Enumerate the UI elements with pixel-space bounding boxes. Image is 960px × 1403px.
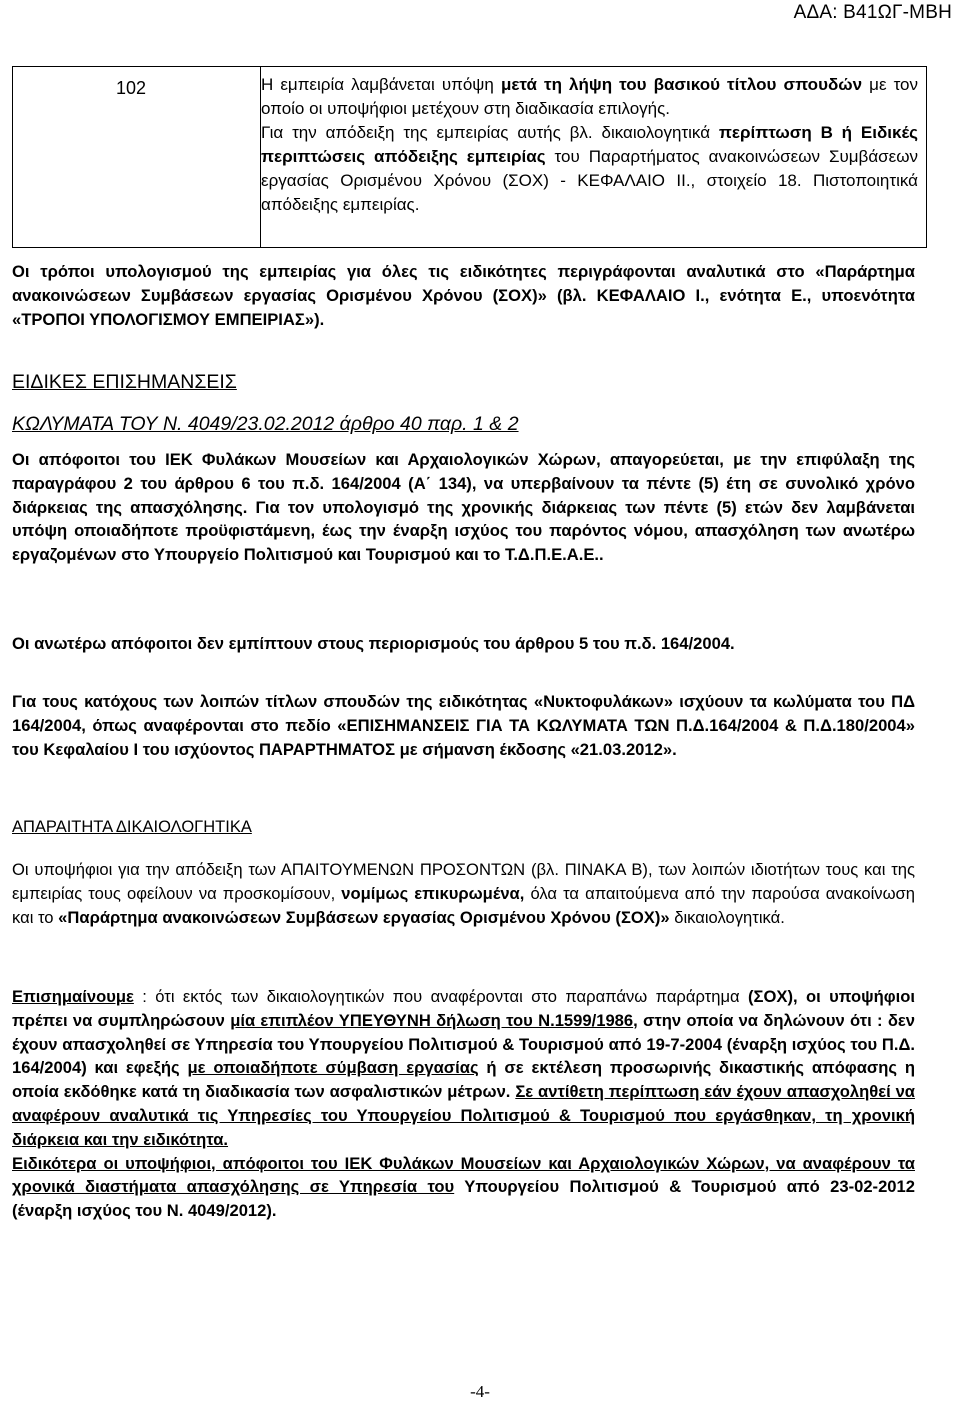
table-paragraph-1: Η εμπειρία λαμβάνεται υπόψη μετά τη λήψη του βασικού τίτλου σπουδών με τον οποίο οι υποψήφιοι μετέχουν στη διαδικασία επιλογής. — [261, 75, 919, 118]
required-docs-title: ΑΠΑΡΑΙΤΗΤΑ ΔΙΚΑΙΟΛΟΓΗΤΙΚΑ — [12, 818, 252, 836]
notice-paragraph: Επισημαίνουμε : ότι εκτός των δικαιολογητικών που αναφέρονται στο παραπάνω παράρτημα (ΣΟΧ), οι υποψήφιοι πρέπει να συμπληρώσουν μία επιπλέον ΥΠΕΥΘΥΝΗ δήλωση του Ν.1599/1986, στην οποία να δηλώνουν ότι : δεν έχουν απασχοληθεί σε Υπηρεσία του Υπουργείου Πολιτισμού & Τουρισμού από 19-7-2004 (έναρξη ισχύος του Π.Δ. 164/2004) και εφεξής με οποιαδήποτε σύμβαση εργασίας ή σε εκτέλεση προσωρινής δικαστικής απόφασης η οποία εκδόθηκε κατά τη διαδικασία των ασφαλιστικών μέτρων. Σε αντίθετη περίπτωση εάν έχουν απασχοληθεί να αναφέρουν αναλυτικά τις Υπηρεσίες του Υπουργείου Πολιτισμού & Τουρισμού που εργάσθηκαν, τη χρονική διάρκεια και την ειδικότητα. Ειδικότερα οι υποψήφιοι, απόφοιτοι του ΙΕΚ Φυλάκων Μουσείων και Αρχαιολογικών Χώρων, να αναφέρουν τα χρονικά διαστήματα απασχόλησης σε Υπηρεσία του Υπουργείου Πολιτισμού & Τουρισμού από 23-02-2012 (έναρξη ισχύος του Ν. 4049/2012). — [12, 987, 916, 1221]
experience-table — [12, 66, 927, 248]
required-docs-paragraph: Οι υποψήφιοι για την απόδειξη των ΑΠΑΙΤΟΥΜΕΝΩΝ ΠΡΟΣΟΝΤΩΝ (βλ. ΠΙΝΑΚΑ Β), των λοιπών ιδιοτήτων τους και της εμπειρίας τους οφείλουν να προσκομίσουν, νομίμως επικυρωμένα, όλα τα απαιτούμενα από την παρούσα ανακοίνωση και το «Παράρτημα ανακοινώσεων Συμβάσεων εργασίας Ορισμένου Χρόνου (ΣΟΧ)» δικαιολογητικά. — [12, 860, 915, 927]
ada-code: ΑΔΑ: Β41ΩΓ-ΜΒΗ — [793, 2, 952, 23]
special-notes-subtitle: ΚΩΛΥΜΑΤΑ ΤΟΥ Ν. 4049/23.02.2012 άρθρο 40 παρ. 1 & 2 — [12, 413, 519, 435]
table-paragraph-2: Για την απόδειξη της εμπειρίας αυτής βλ. δικαιολογητικά περίπτωση Β ή Ειδικές περιπτώσεις απόδειξης εμπειρίας του Παραρτήματος ανακοινώσεων Συμβάσεων εργασίας Ορισμένου Χρόνου (ΣΟΧ) - ΚΕΦΑΛΑΙΟ ΙΙ., στοιχείο 18. Πιστοποιητικά απόδειξης εμπειρίας. — [261, 123, 918, 214]
table-number: 102 — [116, 78, 147, 98]
special-notes-paragraph-3: Για τους κατόχους των λοιπών τίτλων σπουδών της ειδικότητας «Νυκτοφυλάκων» ισχύουν τα κωλύματα του ΠΔ 164/2004, όπως αναφέρονται στο πεδίο «ΕΠΙΣΗΜΑΝΣΕΙΣ ΓΙΑ ΤΑ ΚΩΛΥΜΑΤΑ ΤΩΝ Π.Δ.164/2004 & Π.Δ.180/2004» του Κεφαλαίου Ι του ισχύοντος ΠΑΡΑΡΤΗΜΑΤΟΣ με σήμανση έκδοσης «21.03.2012». — [12, 692, 915, 759]
table-text-cell — [261, 73, 918, 217]
special-notes-paragraph-1: Οι απόφοιτοι του ΙΕΚ Φυλάκων Μουσείων και Αρχαιολογικών Χώρων, απαγορεύεται, με την επιφύλαξη της παραγράφου 2 του άρθρου 6 του π.δ. 164/2004 (Α΄ 134), να υπερβαίνουν τα πέντε (5) έτη σε συνολικό χρόνο διάρκειας της απασχόλησης. Για τον υπολογισμό της χρονικής διάρκειας των πέντε (5) ετών δεν λαμβάνεται υπόψη οποιαδήποτε προϋφιστάμενη, έως την έναρξη ισχύος του παρόντος νόμου, απασχόληση των ανωτέρω εργαζομένων στο Υπουργείο Πολιτισμού και Τουρισμού και το Τ.Δ.Π.Ε.Α.Ε.. — [12, 450, 915, 565]
special-notes-title: ΕΙΔΙΚΕΣ ΕΠΙΣΗΜΑΝΣΕΙΣ — [12, 371, 237, 393]
experience-methods-paragraph: Οι τρόποι υπολογισμού της εμπειρίας για όλες τις ειδικότητες περιγράφονται αναλυτικά στο «Παράρτημα ανακοινώσεων Συμβάσεων εργασίας Ορισμένου Χρόνου (ΣΟΧ)» (βλ. ΚΕΦΑΛΑΙΟ Ι., ενότητα Ε., υποενότητα «ΤΡΟΠΟΙ ΥΠΟΛΟΓΙΣΜΟΥ ΕΜΠΕΙΡΙΑΣ»). — [12, 262, 915, 329]
special-notes-paragraph-2: Οι ανωτέρω απόφοιτοι δεν εμπίπτουν στους περιορισμούς του άρθρου 5 του π.δ. 164/2004. — [12, 634, 735, 653]
page-number: -4- — [470, 1382, 490, 1401]
table-number-cell — [13, 67, 261, 247]
